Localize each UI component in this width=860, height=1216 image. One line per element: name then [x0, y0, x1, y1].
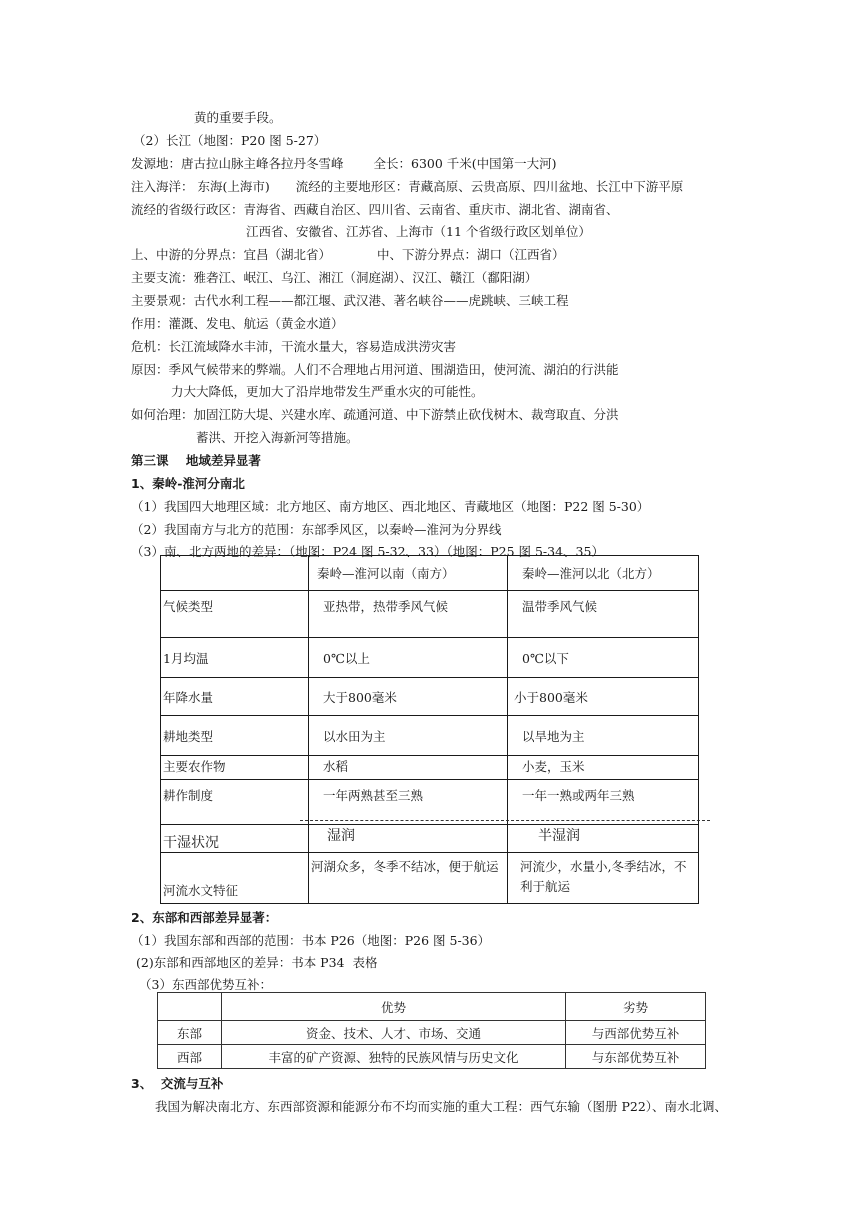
text-segment: 全长：6300 千米(中国第一大河)	[373, 156, 557, 171]
table-cell: 小于800毫米	[508, 678, 699, 716]
text-line: （2）长江（地图：P20 图 5-27）	[133, 133, 327, 148]
row-label: 主要农作物	[161, 756, 309, 780]
text-line: 主要支流：雅砻江、岷江、乌江、湘江（洞庭湖）、汉江、赣江（鄱阳湖）	[131, 270, 538, 285]
east-west-comparison-table	[157, 992, 706, 1069]
table-cell: 大于800毫米	[309, 678, 508, 716]
section-heading: 1、秦岭-淮河分南北	[131, 476, 245, 491]
table-cell: 一年两熟甚至三熟	[309, 780, 508, 825]
row-label: 耕作制度	[161, 780, 309, 825]
table-cell: 0℃以下	[508, 638, 699, 678]
table-cell: 小麦，玉米	[508, 756, 699, 780]
text-line: （3）东西部优势互补：	[139, 977, 272, 992]
text-line: （1）我国东部和西部的范围：书本 P26（地图：P26 图 5-36）	[131, 933, 491, 948]
lesson-title: 第三课 地域差异显著	[131, 453, 261, 468]
table-cell: 资金、技术、人才、市场、交通	[222, 1021, 566, 1045]
table-cell: 丰富的矿产资源、独特的民族风情与历史文化	[222, 1045, 566, 1069]
table-row	[161, 825, 699, 853]
text-line	[131, 247, 565, 263]
row-label: 年降水量	[161, 678, 309, 716]
table-cell: 半湿润	[508, 825, 699, 853]
section-heading: 3、 交流与互补	[131, 1076, 224, 1091]
divider	[300, 820, 710, 821]
row-label: 东部	[158, 1021, 222, 1045]
text-segment: 上、中游的分界点：宜昌（湖北省）	[131, 247, 332, 262]
row-label: 1月均温	[161, 638, 309, 678]
table-cell: 温带季风气候	[508, 591, 699, 638]
table-row	[161, 678, 699, 716]
table-row	[161, 591, 699, 638]
text-line	[131, 156, 557, 172]
text-line: 我国为解决南北方、东西部资源和能源分布不均而实施的重大工程：西气东输（图册 P22）、南水北调、	[155, 1099, 728, 1114]
table-cell: 河湖众多，冬季不结冰，便于航运	[309, 853, 508, 904]
row-label: 河流水文特征	[161, 853, 309, 904]
text-line: （3）南、北方两地的差异：（地图：P24 图 5-32、33）（地图：P25 图 5-34、35）	[131, 544, 604, 559]
text-line: 江西省、安徽省、江苏省、上海市（11 个省级行政区划单位）	[246, 224, 591, 239]
table-header-cell: 秦岭—淮河以南（南方）	[309, 556, 508, 591]
table-cell: 河流少，水量小,冬季结冰，不利于航运	[508, 853, 699, 904]
text-line: 如何治理：加固江防大堤、兴建水库、疏通河道、中下游禁止砍伐树木、裁弯取直、分洪	[131, 407, 619, 422]
row-label: 干湿状况	[161, 825, 309, 853]
text-line: （2）我国南方与北方的范围：东部季风区，以秦岭—淮河为分界线	[131, 522, 502, 537]
text-line: 危机：长江流域降水丰沛，干流水量大，容易造成洪涝灾害	[131, 339, 457, 354]
table-header-cell: 劣势	[566, 993, 706, 1021]
row-label: 气候类型	[161, 591, 309, 638]
text-segment: 注入海洋： 东海(上海市)	[131, 179, 270, 194]
text-line: 原因：季风气候带来的弊端。人们不合理地占用河道、围湖造田，使河流、湖泊的行洪能	[131, 362, 619, 377]
text-line: (2)东部和西部地区的差异：书本 P34 表格	[136, 955, 378, 970]
text-line: 作用：灌溉、发电、航运（黄金水道）	[131, 316, 344, 331]
table-header-cell: 优势	[222, 993, 566, 1021]
row-label: 西部	[158, 1045, 222, 1069]
text-segment: 发源地：唐古拉山脉主峰各拉丹冬雪峰	[131, 156, 344, 171]
table-header-cell	[158, 993, 222, 1021]
table-row	[161, 756, 699, 780]
text-segment: 流经的主要地形区：青藏高原、云贵高原、四川盆地、长江中下游平原	[295, 179, 684, 194]
text-line: （1）我国四大地理区域：北方地区、南方地区、西北地区、青藏地区（地图：P22 图 5-30）	[131, 499, 650, 514]
table-header-cell	[161, 556, 309, 591]
text-line: 蓄洪、开挖入海新河等措施。	[196, 430, 359, 445]
text-line: 力大大降低，更加大了沿岸地带发生严重水灾的可能性。	[171, 384, 484, 399]
table-row	[158, 1021, 706, 1045]
table-cell: 水稻	[309, 756, 508, 780]
table-cell: 湿润	[309, 825, 508, 853]
text-line: 主要景观：古代水利工程——都江堰、武汉港、著名峡谷——虎跳峡、三峡工程	[131, 293, 569, 308]
table-cell: 一年一熟或两年三熟	[508, 780, 699, 825]
table-row	[161, 716, 699, 756]
table-cell: 以旱地为主	[508, 716, 699, 756]
table-cell: 以水田为主	[309, 716, 508, 756]
table-cell: 与东部优势互补	[566, 1045, 706, 1069]
section-heading: 2、东部和西部差异显著：	[131, 910, 278, 925]
text-line: 黄的重要手段。	[194, 110, 282, 125]
table-cell: 与西部优势互补	[566, 1021, 706, 1045]
text-line: 流经的省级行政区：青海省、西藏自治区、四川省、云南省、重庆市、湖北省、湖南省、	[131, 202, 619, 217]
table-header-cell: 秦岭—淮河以北（北方）	[508, 556, 699, 591]
table-row	[161, 853, 699, 904]
row-label: 耕地类型	[161, 716, 309, 756]
table-cell: 亚热带，热带季风气候	[309, 591, 508, 638]
text-segment: 中、下游分界点：湖口（江西省）	[377, 247, 565, 262]
table-cell: 0℃以上	[309, 638, 508, 678]
table-row	[158, 1045, 706, 1069]
table-row	[161, 638, 699, 678]
text-line	[131, 179, 683, 195]
north-south-comparison-table	[160, 555, 699, 904]
table-row	[161, 780, 699, 825]
